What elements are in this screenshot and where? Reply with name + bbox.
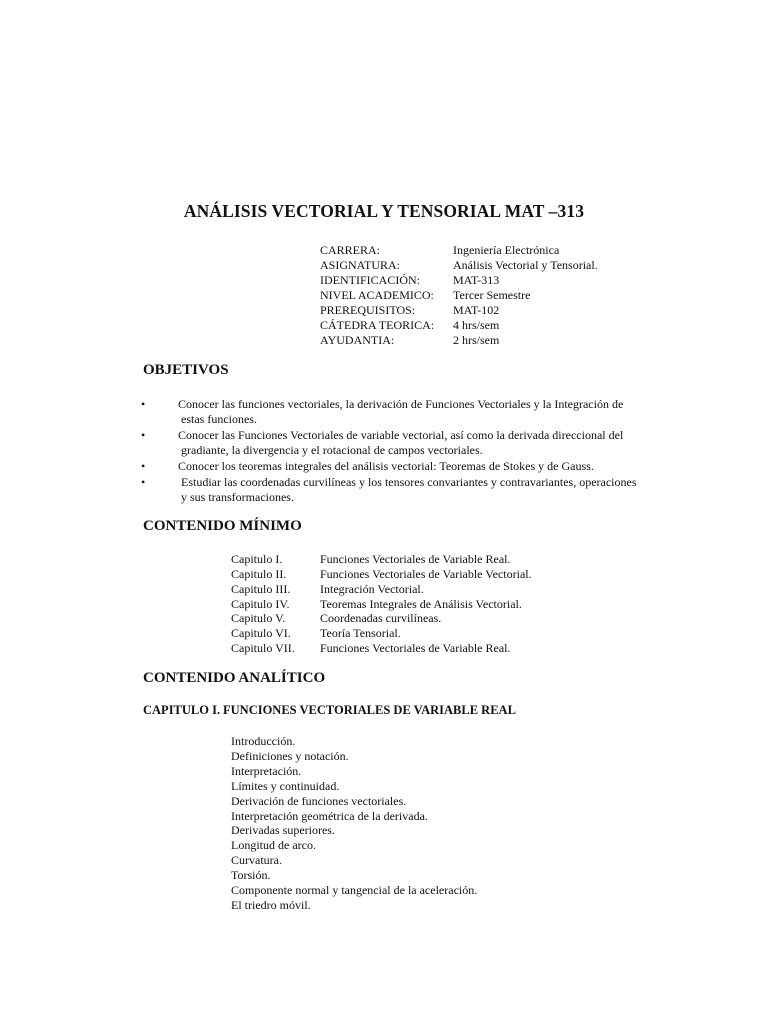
topic-item: Introducción.	[231, 734, 296, 748]
bullet-icon: •	[141, 475, 146, 489]
chapter-heading-title: FUNCIONES VECTORIALES DE VARIABLE REAL	[223, 703, 516, 717]
info-label-catedra: CÁTEDRA TEORICA:	[320, 318, 435, 332]
chapter-number: Capitulo V.	[231, 611, 286, 625]
page-title: ANÁLISIS VECTORIAL Y TENSORIAL MAT –313	[183, 201, 585, 221]
topic-item: Límites y continuidad.	[231, 779, 340, 793]
objetivo-4-line2: y sus transformaciones.	[181, 490, 294, 504]
bullet-icon: •	[141, 428, 146, 442]
info-value-carrera: Ingeniería Electrónica	[453, 243, 560, 257]
objetivo-1-line2: estas funciones.	[181, 412, 257, 426]
topic-item: Definiciones y notación.	[231, 749, 349, 763]
chapter-number: Capitulo VI.	[231, 626, 291, 640]
objetivos-heading: OBJETIVOS	[143, 362, 229, 378]
chapter-name: Funciones Vectoriales de Variable Real.	[320, 552, 511, 566]
info-value-catedra: 4 hrs/sem	[453, 318, 500, 332]
objetivo-2-line1: Conocer las Funciones Vectoriales de variable vectorial, así como la derivada direccional del	[178, 428, 624, 442]
topic-item: Derivadas superiores.	[231, 823, 335, 837]
chapter-number: Capitulo VII.	[231, 641, 295, 655]
topic-item: El triedro móvil.	[231, 898, 311, 912]
info-label-carrera: CARRERA:	[320, 243, 381, 257]
chapter-number: Capitulo II.	[231, 567, 287, 581]
info-value-identificacion: MAT-313	[453, 273, 500, 287]
topic-item: Longitud de arco.	[231, 838, 316, 852]
info-label-asignatura: ASIGNATURA:	[320, 258, 401, 272]
chapter-name: Funciones Vectoriales de Variable Real.	[320, 641, 511, 655]
objetivo-4-line1: Estudiar las coordenadas curvilíneas y los tensores convariantes y contravariantes, operaciones	[181, 475, 637, 489]
topic-item: Componente normal y tangencial de la aceleración.	[231, 883, 478, 897]
objetivo-1-line1: Conocer las funciones vectoriales, la derivación de Funciones Vectoriales y la Integración de	[178, 397, 624, 411]
info-value-prerequisitos: MAT-102	[453, 303, 500, 317]
info-label-identificacion: IDENTIFICACIÓN:	[320, 273, 420, 287]
contenido-minimo-heading: CONTENIDO MÍNIMO	[143, 518, 302, 534]
chapter-name: Teoría Tensorial.	[320, 626, 401, 640]
bullet-icon: •	[141, 397, 146, 411]
chapter-name: Coordenadas curvilíneas.	[320, 611, 442, 625]
topic-item: Curvatura.	[231, 853, 282, 867]
chapter-name: Funciones Vectoriales de Variable Vectorial.	[320, 567, 532, 581]
objetivo-3-line1: Conocer los teoremas integrales del análisis vectorial: Teoremas de Stokes y de Gauss.	[178, 459, 594, 473]
info-label-ayudantia: AYUDANTIA:	[320, 333, 395, 347]
objetivo-2-line2: gradiante, la divergencia y el rotacional de campos vectoriales.	[181, 443, 483, 457]
topic-item: Interpretación.	[231, 764, 302, 778]
chapter-number: Capitulo IV.	[231, 597, 290, 611]
info-label-prerequisitos: PREREQUISITOS:	[320, 303, 416, 317]
bullet-icon: •	[141, 459, 146, 473]
info-value-ayudantia: 2 hrs/sem	[453, 333, 500, 347]
chapter-heading-number: CAPITULO I.	[143, 703, 221, 717]
info-label-nivel: NIVEL ACADEMICO:	[320, 288, 434, 302]
chapter-number: Capitulo I.	[231, 552, 283, 566]
contenido-analitico-heading: CONTENIDO ANALÍTICO	[143, 670, 326, 686]
topic-item: Torsión.	[231, 868, 271, 882]
chapter-name: Teoremas Integrales de Análisis Vectorial.	[320, 597, 522, 611]
chapter-name: Integración Vectorial.	[320, 582, 424, 596]
chapter-number: Capitulo III.	[231, 582, 291, 596]
topic-item: Interpretación geométrica de la derivada.	[231, 809, 428, 823]
topic-item: Derivación de funciones vectoriales.	[231, 794, 407, 808]
info-value-asignatura: Análisis Vectorial y Tensorial.	[453, 258, 598, 272]
info-value-nivel: Tercer Semestre	[453, 288, 531, 302]
